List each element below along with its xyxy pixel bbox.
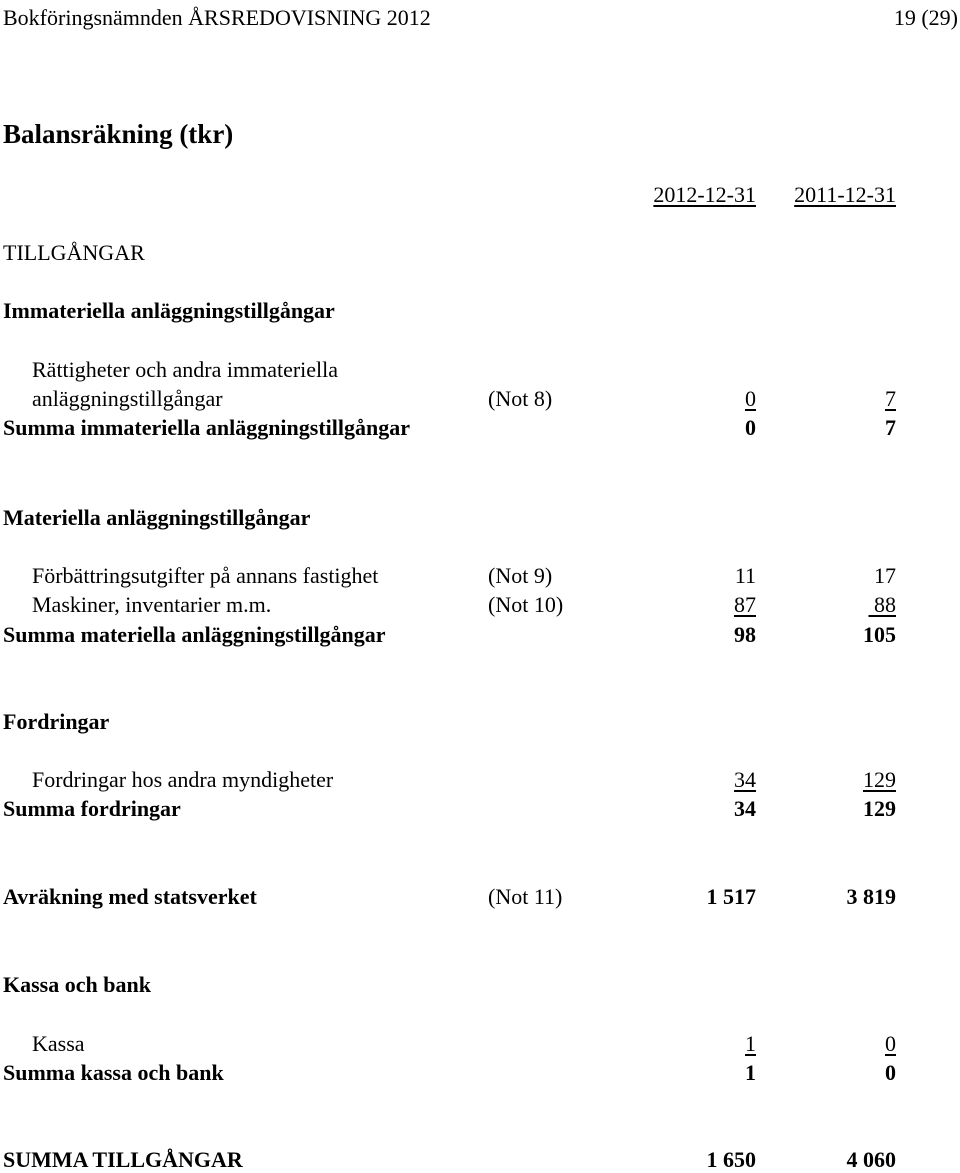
sum-label-cash: Summa kassa och bank	[3, 1060, 224, 1085]
total-value-2012: 1 650	[706, 1147, 756, 1172]
row-label-settlement: Avräkning med statsverket	[3, 884, 257, 909]
sum-value-2011: 7	[885, 415, 896, 440]
row-label-receivables: Fordringar hos andra myndigheter	[32, 767, 334, 792]
row-value-2011: 0	[885, 1031, 896, 1056]
document-header: Bokföringsnämnden ÅRSREDOVISNING 2012	[3, 5, 431, 30]
column-header-2011: 2011-12-31	[794, 182, 896, 207]
row-note: (Not 11)	[488, 884, 563, 909]
row-value-2012: 34	[734, 767, 756, 792]
subsection-heading-cash: Kassa och bank	[3, 972, 151, 997]
page-title: Balansräkning (tkr)	[3, 119, 234, 149]
row-value-2011: 88	[868, 592, 896, 617]
sum-value-2011: 105	[863, 622, 896, 647]
column-header-2012: 2012-12-31	[653, 182, 756, 207]
row-value-2012: 0	[745, 386, 756, 411]
row-value-2012: 1 517	[706, 884, 756, 909]
section-heading-assets: TILLGÅNGAR	[3, 240, 145, 265]
row-note: (Not 8)	[488, 386, 553, 411]
total-label: SUMMA TILLGÅNGAR	[3, 1147, 243, 1172]
sum-value-2011: 0	[885, 1060, 896, 1085]
row-value-2012: 1	[745, 1031, 756, 1056]
sum-label-receivables: Summa fordringar	[3, 796, 181, 821]
subsection-heading-intangible: Immateriella anläggningstillgångar	[3, 298, 335, 323]
row-value-2011: 7	[885, 386, 896, 411]
row-label-rights: Rättigheter och andra immateriella	[32, 357, 339, 382]
subsection-heading-receivables: Fordringar	[3, 709, 110, 734]
row-label-machinery: Maskiner, inventarier m.m.	[32, 592, 272, 617]
sum-value-2012: 34	[734, 796, 756, 821]
row-value-2011: 129	[863, 767, 896, 792]
row-value-2012: 11	[734, 563, 756, 588]
row-value-2012: 87	[734, 592, 756, 617]
row-value-2011: 3 819	[846, 884, 896, 909]
total-value-2011: 4 060	[846, 1147, 896, 1172]
row-label-rights-cont: anläggningstillgångar	[32, 386, 223, 411]
row-note: (Not 9)	[488, 563, 553, 588]
row-value-2011: 17	[874, 563, 896, 588]
sum-value-2012: 0	[745, 415, 756, 440]
page-number: 19 (29)	[893, 5, 958, 30]
sum-value-2012: 1	[745, 1060, 756, 1085]
subsection-heading-tangible: Materiella anläggningstillgångar	[3, 505, 311, 530]
row-label-improvements: Förbättringsutgifter på annans fastighet	[32, 563, 379, 588]
sum-value-2012: 98	[734, 622, 756, 647]
sum-value-2011: 129	[863, 796, 896, 821]
sum-label-tangible: Summa materiella anläggningstillgångar	[3, 622, 386, 647]
row-note: (Not 10)	[488, 592, 564, 617]
row-label-cash: Kassa	[32, 1031, 85, 1056]
sum-label-intangible: Summa immateriella anläggningstillgångar	[3, 415, 410, 440]
